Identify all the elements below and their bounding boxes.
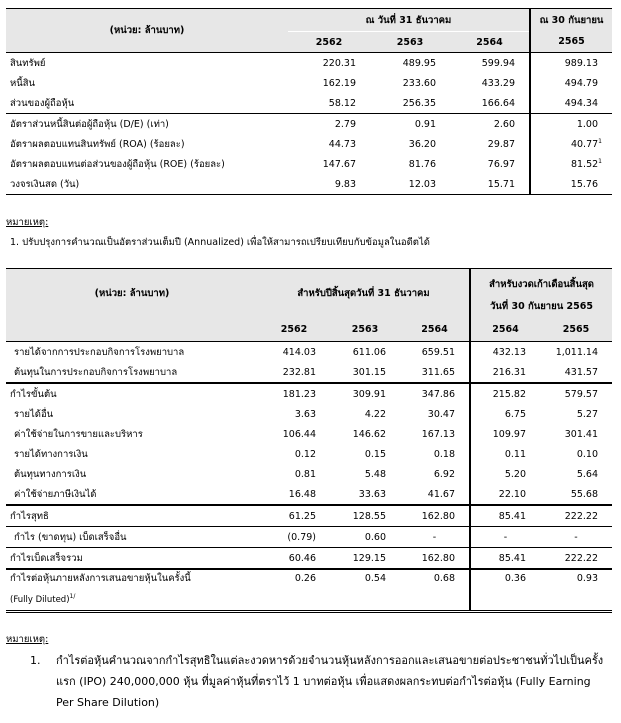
table2-cell-value: 0.36 bbox=[504, 573, 526, 584]
table2-year: 2562 bbox=[258, 317, 330, 342]
table2-row bbox=[6, 569, 612, 612]
table2-cell bbox=[540, 424, 612, 444]
table2-cell bbox=[258, 444, 330, 464]
table1-row-label bbox=[6, 53, 288, 74]
table2-note-1-text: กำไรต่อหุ้นคำนวณจากกำไรสุทธิในแต่ละงวดหารด้วยจำนวนหุ้นหลังการออกและเสนอขายต่อประชาชนทั่วไปเป็นครั้งแรก (IPO) 240,000,000 หุ้น ที่มูลค่าหุ้นที่ตราไว้ 1 บาทต่อหุ้น เพื่อแสดงผลกระทบต่อกำไรต่อหุ้น (Fully Earning Per Share Dilution) bbox=[56, 654, 604, 709]
table2-cell bbox=[330, 404, 400, 424]
table2-cell-value: 215.82 bbox=[492, 388, 526, 400]
table2-cell-value: 232.81 bbox=[282, 366, 316, 378]
table1-cell bbox=[370, 154, 450, 174]
table2-cell-value: 4.22 bbox=[364, 408, 386, 420]
table1-cell bbox=[370, 174, 450, 195]
table2-cell-value: 0.15 bbox=[364, 448, 386, 460]
table2-cell bbox=[330, 464, 400, 484]
table1-row bbox=[6, 154, 612, 174]
table2-cell-value: 16.48 bbox=[288, 488, 316, 500]
table2-cell bbox=[470, 569, 540, 612]
table2-cell bbox=[540, 548, 612, 570]
table2-cell-value: 106.44 bbox=[282, 428, 316, 440]
table1-row-label-text: ส่วนของผู้ถือหุ้น bbox=[10, 97, 75, 109]
table2-cell bbox=[470, 484, 540, 505]
table2-cell bbox=[330, 548, 400, 570]
table2-cell-value: 222.22 bbox=[564, 510, 599, 522]
table2-cell-value: 5.48 bbox=[364, 468, 386, 480]
table2-cell bbox=[400, 342, 470, 363]
table2-cell bbox=[258, 404, 330, 424]
table2-cell-value: 181.23 bbox=[282, 388, 316, 400]
table1-cell bbox=[450, 73, 530, 93]
table1-row-label-text: หนี้สิน bbox=[10, 77, 36, 89]
table2-cell-value: 146.62 bbox=[352, 428, 386, 440]
table1-cell-value: 233.60 bbox=[402, 77, 436, 89]
table2-cell bbox=[330, 383, 400, 404]
table1-year: 2563 bbox=[370, 32, 450, 53]
table1-cell bbox=[530, 174, 612, 195]
table1-cell-value: 36.20 bbox=[408, 138, 436, 150]
table2-row-label bbox=[6, 444, 258, 464]
table2-cell bbox=[470, 404, 540, 424]
table2-cell bbox=[540, 527, 612, 548]
table1-cell-value: 989.13 bbox=[564, 57, 598, 69]
table2-cell bbox=[258, 464, 330, 484]
table1-cell-value: 76.97 bbox=[487, 158, 515, 170]
table2-row-label bbox=[6, 569, 258, 612]
table2-cell bbox=[540, 484, 612, 505]
table2-cell bbox=[470, 383, 540, 404]
table1-cell bbox=[530, 154, 612, 174]
table2-row bbox=[6, 342, 612, 363]
table2-cell-value: 0.26 bbox=[294, 573, 316, 584]
table2-cell-value: 301.41 bbox=[564, 428, 599, 440]
table2-cell bbox=[330, 362, 400, 383]
table2-note-1-index: 1. bbox=[30, 654, 41, 667]
table2-cell bbox=[470, 464, 540, 484]
table1-cell bbox=[530, 93, 612, 114]
table1-cell bbox=[370, 73, 450, 93]
table2-cell-value: 1,011.14 bbox=[555, 346, 599, 358]
table1-cell bbox=[288, 174, 370, 195]
table1-header-row-1 bbox=[6, 9, 612, 32]
table2-cell bbox=[330, 484, 400, 505]
table2-row-label bbox=[6, 505, 258, 527]
table2-cell-value: 5.20 bbox=[504, 468, 526, 480]
table1-cell-value: 256.35 bbox=[402, 97, 436, 109]
table1-cell bbox=[288, 154, 370, 174]
table2-cell-value: 0.54 bbox=[364, 573, 386, 584]
table2-cell-value: 432.13 bbox=[492, 346, 526, 358]
table1-row-label-text: สินทรัพย์ bbox=[10, 57, 46, 69]
table2-cell bbox=[330, 569, 400, 612]
table2-cell-value: 167.13 bbox=[421, 428, 455, 440]
table2-row-label bbox=[6, 404, 258, 424]
table2-header-blank bbox=[6, 317, 258, 342]
table2-cell bbox=[400, 548, 470, 570]
table1-row-label-text: อัตราผลตอบแทนต่อส่วนของผู้ถือหุ้น (ROE) (ร้อยละ) bbox=[10, 158, 225, 170]
table2-cell-value: 222.22 bbox=[564, 552, 599, 564]
table1-cell bbox=[450, 134, 530, 154]
table2-cell bbox=[400, 362, 470, 383]
table2-cell-value: - bbox=[503, 531, 508, 543]
table2-cell bbox=[470, 527, 540, 548]
table2-cell bbox=[540, 362, 612, 383]
table1-cell-value: 494.34 bbox=[564, 97, 598, 109]
table2-note-1 bbox=[30, 650, 610, 713]
table1-cell bbox=[288, 134, 370, 154]
table1-cell-value: 2.79 bbox=[334, 118, 356, 130]
table2-cell bbox=[470, 505, 540, 527]
table2-cell bbox=[258, 569, 330, 612]
table2-cell-value: 579.57 bbox=[564, 388, 599, 400]
table1-cell bbox=[530, 134, 612, 154]
table1-cell-value: 2.60 bbox=[493, 118, 515, 130]
table2-row-label-text: กำไรขั้นต้น bbox=[10, 388, 57, 400]
table2-cell bbox=[540, 444, 612, 464]
table1-row-label-text: วงจรเงินสด (วัน) bbox=[10, 178, 80, 190]
table2-row-label bbox=[6, 527, 258, 548]
table2-row bbox=[6, 424, 612, 444]
table2-year: 2565 bbox=[540, 317, 612, 342]
table2-row-label-text: ต้นทุนทางการเงิน bbox=[14, 468, 87, 480]
table1-row bbox=[6, 174, 612, 195]
table2-cell-value: 6.92 bbox=[433, 468, 455, 480]
table1-row-label bbox=[6, 114, 288, 135]
table1-cell bbox=[370, 134, 450, 154]
table1-unit-label: (หน่วย: ล้านบาท) bbox=[6, 9, 288, 53]
table2-cell bbox=[258, 424, 330, 444]
table2-year: 2563 bbox=[330, 317, 400, 342]
table2-note-heading: หมายเหตุ: bbox=[6, 634, 49, 645]
table2-row bbox=[6, 404, 612, 424]
table2-cell-value: 30.47 bbox=[427, 408, 455, 420]
table1-row bbox=[6, 53, 612, 74]
table2-cell-value: 0.93 bbox=[576, 573, 599, 584]
table2-cell-value: 61.25 bbox=[288, 510, 316, 522]
table1-cell bbox=[450, 174, 530, 195]
table2-cell-value: 41.67 bbox=[427, 488, 455, 500]
table2-cell-value: 659.51 bbox=[421, 346, 455, 358]
table2-cell bbox=[400, 484, 470, 505]
table1-group-dec: ณ วันที่ 31 ธันวาคม bbox=[288, 9, 530, 32]
table2-row bbox=[6, 464, 612, 484]
table1-note-1: 1. ปรับปรุงการคำนวณเป็นอัตราส่วนเต็มปี (Annualized) เพื่อให้สามารถเปรียบเทียบกับข้อมูลในอดีตได้ bbox=[10, 237, 430, 248]
table1-cell-value: 166.64 bbox=[481, 97, 515, 109]
table2-cell bbox=[470, 424, 540, 444]
table2-row-label-text: รายได้ทางการเงิน bbox=[14, 448, 88, 460]
table2-row bbox=[6, 484, 612, 505]
table2-cell bbox=[258, 527, 330, 548]
table2-row-label-text: กำไรเบ็ดเสร็จรวม bbox=[10, 552, 83, 564]
table2-row bbox=[6, 383, 612, 404]
table1-group-sep: ณ 30 กันยายน bbox=[530, 9, 612, 32]
table1-cell-value: 489.95 bbox=[402, 57, 436, 69]
table2-cell-value: 109.97 bbox=[492, 428, 526, 440]
table2-cell-value: 60.46 bbox=[288, 552, 316, 564]
table2-row-label-text: กำไร (ขาดทุน) เบ็ดเสร็จอื่น bbox=[14, 531, 127, 543]
table2-year: 2564 bbox=[400, 317, 470, 342]
table2-cell-value: 301.15 bbox=[352, 366, 386, 378]
table2-header-row-1 bbox=[6, 269, 612, 296]
table2-cell bbox=[258, 362, 330, 383]
table2-cell-value: 0.60 bbox=[364, 531, 386, 543]
table2-year: 2564 bbox=[470, 317, 540, 342]
table2-cell bbox=[470, 362, 540, 383]
table2-group-nine-l1: สำหรับงวดเก้าเดือนสิ้นสุด bbox=[470, 269, 612, 296]
table1-cell bbox=[530, 53, 612, 74]
table2-row bbox=[6, 444, 612, 464]
table2-row-label-text: กำไรสุทธิ bbox=[10, 510, 49, 522]
table2-cell bbox=[540, 383, 612, 404]
table1-row bbox=[6, 73, 612, 93]
table1-row-label-text: อัตราส่วนหนี้สินต่อผู้ถือหุ้น (D/E) (เท่า) bbox=[10, 118, 169, 130]
table1-row-label bbox=[6, 93, 288, 114]
table1-cell bbox=[288, 93, 370, 114]
footnote-marker: 1 bbox=[598, 137, 602, 145]
footnote-marker: 1/ bbox=[69, 593, 76, 601]
table1-cell bbox=[450, 53, 530, 74]
table2-row-label bbox=[6, 342, 258, 363]
table2-row-label-sub: (Fully Diluted) bbox=[10, 595, 70, 606]
table2-row-label bbox=[6, 362, 258, 383]
table2-cell bbox=[540, 569, 612, 612]
table1-cell-value: 9.83 bbox=[334, 178, 356, 190]
table2-cell-value: 347.86 bbox=[421, 388, 455, 400]
table2-row bbox=[6, 362, 612, 383]
table2-cell-value: 611.06 bbox=[352, 346, 386, 358]
table1-cell bbox=[450, 114, 530, 135]
table1-cell-value: 1.00 bbox=[576, 118, 598, 130]
table1-cell-value: 29.87 bbox=[487, 138, 515, 150]
table1-row bbox=[6, 134, 612, 154]
table1-year: 2565 bbox=[530, 32, 612, 53]
table1-cell bbox=[530, 73, 612, 93]
table2-group-nine-l2: วันที่ 30 กันยายน 2565 bbox=[470, 295, 612, 317]
table1-cell bbox=[288, 53, 370, 74]
table1-cell bbox=[530, 114, 612, 135]
table2-cell-value: 0.10 bbox=[576, 448, 599, 460]
table1-cell bbox=[370, 114, 450, 135]
table2-cell bbox=[400, 424, 470, 444]
table2-row-label-text: ค่าใช้จ่ายภาษีเงินได้ bbox=[14, 488, 97, 500]
table2-cell bbox=[400, 444, 470, 464]
table2-group-year: สำหรับปีสิ้นสุดวันที่ 31 ธันวาคม bbox=[258, 269, 470, 318]
table2-cell bbox=[258, 484, 330, 505]
table1-row-label bbox=[6, 154, 288, 174]
table2-cell bbox=[400, 464, 470, 484]
table2-row-label-text: ค่าใช้จ่ายในการขายและบริหาร bbox=[14, 428, 143, 440]
table2-row-label-text: รายได้อื่น bbox=[14, 408, 54, 420]
table1-cell bbox=[370, 93, 450, 114]
table2-cell-value: 129.15 bbox=[352, 552, 386, 564]
table2-cell-value: 85.41 bbox=[498, 510, 526, 522]
table1-year: 2562 bbox=[288, 32, 370, 53]
table2-cell-value: 431.57 bbox=[564, 366, 599, 378]
table2-cell bbox=[400, 404, 470, 424]
footnote-marker: 1 bbox=[598, 157, 602, 165]
table2-cell bbox=[400, 383, 470, 404]
table2-cell-value: 5.27 bbox=[576, 408, 599, 420]
table2-cell-value: 311.65 bbox=[421, 366, 455, 378]
table2-cell-value: - bbox=[432, 531, 437, 543]
table1-cell-value: 599.94 bbox=[481, 57, 515, 69]
table2-cell bbox=[540, 464, 612, 484]
table1-cell bbox=[450, 93, 530, 114]
table2-cell bbox=[330, 342, 400, 363]
table1-note-heading: หมายเหตุ: bbox=[6, 217, 49, 228]
table2-cell bbox=[540, 404, 612, 424]
table2-cell bbox=[258, 505, 330, 527]
table2-row-label-text: ต้นทุนในการประกอบกิจการโรงพยาบาล bbox=[14, 366, 178, 378]
table1-row-label bbox=[6, 174, 288, 195]
table2-cell-value: 85.41 bbox=[498, 552, 526, 564]
table2-row bbox=[6, 527, 612, 548]
table2-cell-value: 0.81 bbox=[294, 468, 316, 480]
table2-row-label-text: กำไรต่อหุ้นภายหลังการเสนอขายหุ้นในครั้งนี้ bbox=[10, 573, 191, 585]
table2-header-row-2 bbox=[6, 317, 612, 342]
table2-cell-value: 0.12 bbox=[294, 448, 316, 460]
table2-cell bbox=[330, 444, 400, 464]
table2-cell bbox=[258, 383, 330, 404]
table2-cell-value: 5.64 bbox=[576, 468, 599, 480]
table1-cell-value: 15.71 bbox=[487, 178, 515, 190]
table2-cell bbox=[330, 505, 400, 527]
table2-cell bbox=[258, 342, 330, 363]
table1-row-label-text: อัตราผลตอบแทนสินทรัพย์ (ROA) (ร้อยละ) bbox=[10, 138, 185, 150]
table1-row-label bbox=[6, 134, 288, 154]
table1-cell-value: 12.03 bbox=[408, 178, 436, 190]
table1-cell-value: 81.52 bbox=[570, 159, 599, 171]
table1-cell-value: 433.29 bbox=[481, 77, 515, 89]
table2-cell-value: 6.75 bbox=[504, 408, 526, 420]
table2-cell-value: 0.18 bbox=[433, 448, 455, 460]
table2-cell bbox=[400, 505, 470, 527]
table2-row-label bbox=[6, 383, 258, 404]
table2-cell bbox=[540, 505, 612, 527]
table1-cell-value: 58.12 bbox=[328, 97, 356, 109]
table1-cell bbox=[450, 154, 530, 174]
table1-cell-value: 44.73 bbox=[328, 138, 356, 150]
table1-row-label bbox=[6, 73, 288, 93]
table2-cell bbox=[470, 342, 540, 363]
table2-cell bbox=[330, 424, 400, 444]
table2-cell-value: 0.68 bbox=[433, 573, 455, 584]
table2-cell bbox=[470, 548, 540, 570]
balance-sheet-table bbox=[6, 8, 612, 195]
table1-cell bbox=[288, 114, 370, 135]
table2-cell-value: 3.63 bbox=[294, 408, 316, 420]
table1-cell-value: 40.77 bbox=[570, 139, 599, 151]
table1-cell-value: 81.76 bbox=[408, 158, 436, 170]
table2-unit-label: (หน่วย: ล้านบาท) bbox=[6, 269, 258, 318]
table2-cell-value: 128.55 bbox=[352, 510, 386, 522]
table2-cell-value: 0.11 bbox=[504, 448, 526, 460]
table2-cell bbox=[400, 527, 470, 548]
table1-row bbox=[6, 114, 612, 135]
table2-row-label bbox=[6, 484, 258, 505]
income-statement-table bbox=[6, 268, 612, 613]
table2-cell bbox=[400, 569, 470, 612]
table1-cell bbox=[370, 53, 450, 74]
table2-row-label bbox=[6, 548, 258, 570]
table2-row-label bbox=[6, 464, 258, 484]
table2-cell-value: 309.91 bbox=[352, 388, 386, 400]
table1-row bbox=[6, 93, 612, 114]
table1-cell-value: 15.76 bbox=[570, 178, 598, 190]
table2-row bbox=[6, 548, 612, 570]
table2-cell bbox=[540, 342, 612, 363]
table2-cell bbox=[258, 548, 330, 570]
table1-cell-value: 162.19 bbox=[322, 77, 356, 89]
table2-row-label bbox=[6, 424, 258, 444]
table1-cell-value: 147.67 bbox=[322, 158, 356, 170]
table2-cell-value: 162.80 bbox=[421, 510, 455, 522]
table2-row bbox=[6, 505, 612, 527]
table2-cell-value: - bbox=[574, 531, 578, 543]
table2-cell bbox=[330, 527, 400, 548]
table2-row-label-text: รายได้จากการประกอบกิจการโรงพยาบาล bbox=[14, 346, 185, 358]
table2-cell-value: 216.31 bbox=[492, 366, 526, 378]
table1-cell-value: 220.31 bbox=[322, 57, 356, 69]
table1-cell bbox=[288, 73, 370, 93]
table2-cell bbox=[470, 444, 540, 464]
table1-year: 2564 bbox=[450, 32, 530, 53]
table2-cell-value: 33.63 bbox=[358, 488, 386, 500]
table1-cell-value: 494.79 bbox=[564, 77, 598, 89]
table2-cell-value: (0.79) bbox=[287, 531, 316, 543]
table2-cell-value: 55.68 bbox=[570, 488, 599, 500]
table2-cell-value: 414.03 bbox=[282, 346, 316, 358]
table1-cell-value: 0.91 bbox=[414, 118, 436, 130]
table2-cell-value: 22.10 bbox=[498, 488, 526, 500]
table2-cell-value: 162.80 bbox=[421, 552, 455, 564]
